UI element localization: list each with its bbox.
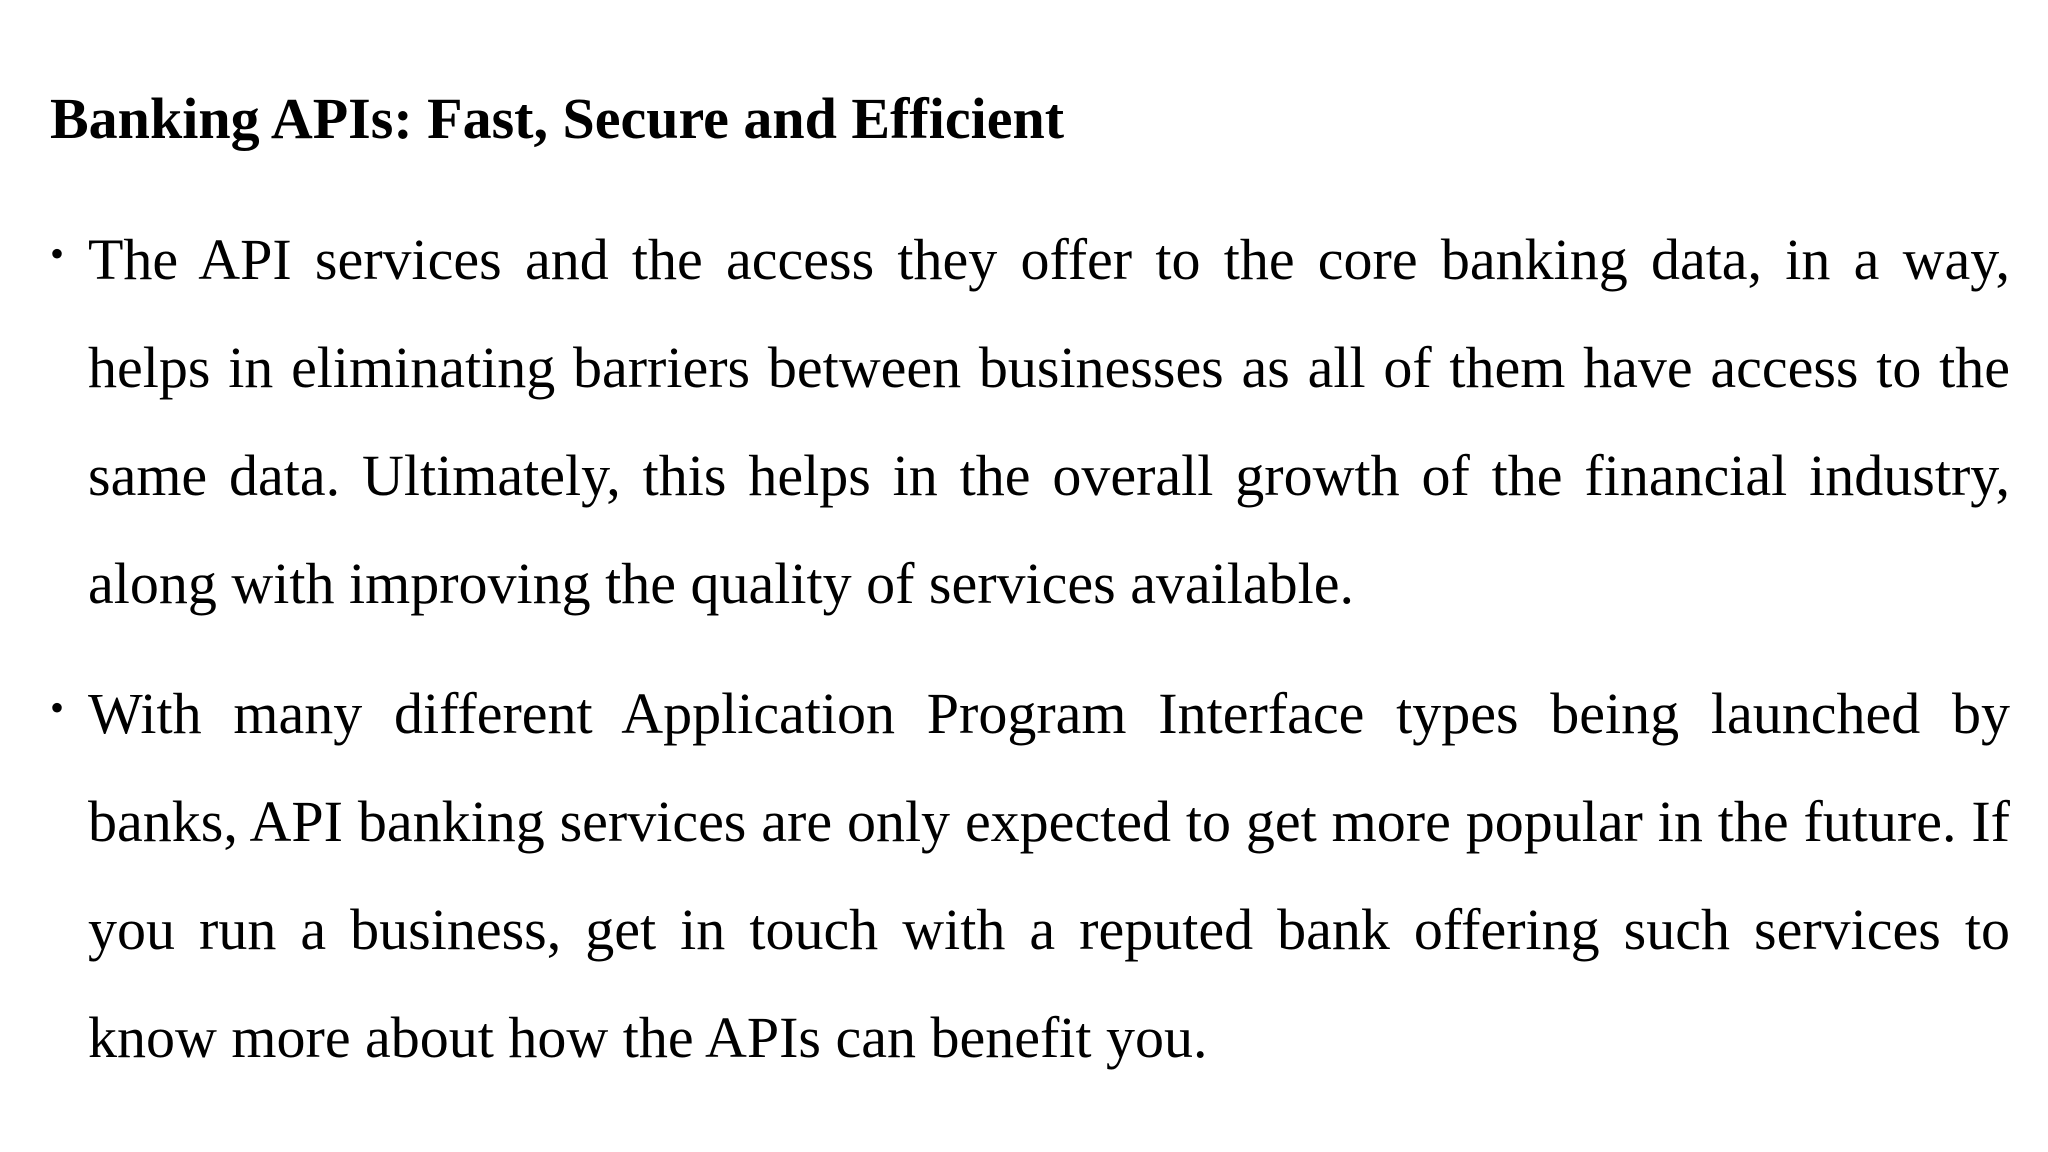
slide-title: Banking APIs: Fast, Secure and Efficient — [50, 86, 1065, 151]
bullet-list — [50, 206, 2010, 1114]
bullet-text: The API services and the access they offer to the core banking data, in a way, helps in eliminating barriers between businesses as all of them have access to the same data. Ultimately, this helps in the overall growth of the financial industry, along with improving the quality of services available. — [88, 227, 2010, 616]
bullet-marker: • — [50, 685, 65, 730]
bullet-text: With many different Application Program Interface types being launched by banks, API banking services are only expected to get more popular in the future. If you run a business, get in touch with a reputed bank offering such services to know more about how the APIs can benefit you. — [88, 681, 2010, 1070]
bullet-item — [50, 660, 2010, 1092]
bullet-item — [50, 206, 2010, 638]
bullet-marker: • — [50, 231, 65, 276]
